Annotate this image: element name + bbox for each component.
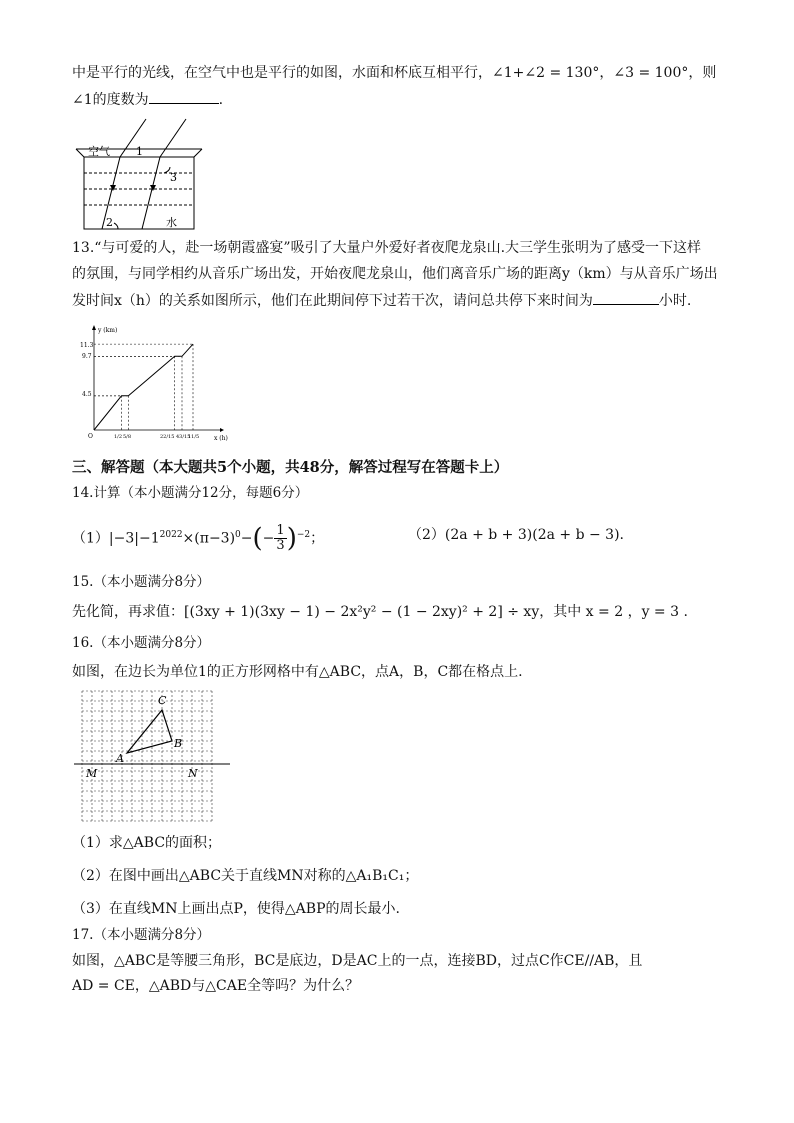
q16-text: 如图，在边长为单位1的正方形网格中有△ABC，点A，B，C都在格点上. xyxy=(72,664,523,680)
angle-2-arc xyxy=(114,223,118,229)
q15-expression: [(3xy + 1)(3xy − 1) − 2x²y² − (1 − 2xy)² + 2] ÷ xy xyxy=(184,604,540,620)
fraction-denominator: 3 xyxy=(276,538,285,554)
q12-line2-text: ∠1的度数为 xyxy=(72,92,149,108)
q16-sub3: （3）在直线MN上画出点P，使得△ABP的周长最小. xyxy=(72,901,400,917)
q14-p1-mid: −1 xyxy=(139,530,160,547)
x-tick-4: 43/15 xyxy=(176,434,191,440)
q14-header: 14.计算（本小题满分12分，每题6分） xyxy=(72,485,309,501)
q14-p1-inner-minus: − xyxy=(262,530,275,547)
label-m: M xyxy=(86,767,98,780)
q14-p1-fraction xyxy=(274,524,286,553)
q17-header: 17.（本小题满分8分） xyxy=(72,927,211,943)
q14-p1-exp: 2022 xyxy=(159,530,183,540)
label-n: N xyxy=(188,767,198,780)
q14-p1-minus: − xyxy=(240,530,253,547)
q14-part2 xyxy=(408,525,624,545)
q15-suffix: ，其中 x = 2 ，y = 3 . xyxy=(539,604,688,620)
x-axis-arrow xyxy=(220,428,224,432)
y-tick-4.5: 4.5 xyxy=(82,391,92,398)
q12-line2 xyxy=(72,89,223,110)
arrow-2 xyxy=(150,185,156,191)
q14-p2-label: （2） xyxy=(408,527,445,543)
q14-p1-outer-exp: −2 xyxy=(296,530,311,540)
q13-line3-text: 发时间x（h）的关系如图所示，他们在此期间停下过若干次，请问总共停下来时间为 xyxy=(72,293,593,309)
q15-body xyxy=(72,602,688,622)
q14-part1 xyxy=(72,512,324,558)
q14-p1-end: ； xyxy=(310,530,325,547)
label-b: B xyxy=(174,737,183,750)
x-tick-5: 11/5 xyxy=(188,434,200,440)
q16-sub1: （1）求△ABC的面积； xyxy=(72,835,222,851)
q14-p1-rparen: ) xyxy=(286,523,297,554)
label-water: 水 xyxy=(166,216,177,229)
q13-distance-chart xyxy=(80,322,230,444)
q12-line1: 中是平行的光线，在空气中也是平行的如图，水面和杯底互相平行，∠1+∠2 = 130°，∠3 = 100°，则 xyxy=(72,65,717,81)
label-a: A xyxy=(116,752,124,765)
q12-line2-end: . xyxy=(218,92,224,108)
q15-header: 15.（本小题满分8分） xyxy=(72,574,211,590)
ray-2-water xyxy=(142,157,160,229)
q17-line1: 如图，△ABC是等腰三角形，BC是底边，D是AC上的一点，连接BD，过点C作CE//AB，且 xyxy=(72,953,643,969)
q17-line2: AD = CE，△ABD与△CAE全等吗？为什么？ xyxy=(72,978,360,994)
label-air: 空气 xyxy=(88,145,110,158)
y-axis-label: y (km) xyxy=(98,327,118,334)
ray-2-air xyxy=(160,119,186,157)
y-tick-11.3: 11.3 xyxy=(80,342,94,349)
q16-grid-figure xyxy=(74,689,234,825)
y-axis-arrow xyxy=(92,325,96,330)
guide-lines xyxy=(94,344,193,430)
section-title: 三、解答题（本大题共5个小题，共48分，解答过程写在答题卡上） xyxy=(72,459,509,476)
label-c: C xyxy=(158,694,167,707)
answer-blank[interactable] xyxy=(149,89,219,104)
q14-p1-lparen: ( xyxy=(252,523,263,554)
answer-blank[interactable] xyxy=(593,290,659,305)
grid-lines xyxy=(82,691,212,821)
x-tick-2: 5/8 xyxy=(123,434,132,440)
q16-sub2: （2）在图中画出△ABC关于直线MN对称的△A₁B₁C₁； xyxy=(72,868,419,884)
distance-line xyxy=(94,344,193,430)
q13-line3 xyxy=(72,290,691,311)
arrow-1 xyxy=(110,185,116,191)
y-tick-9.7: 9.7 xyxy=(82,353,92,360)
q14-p1-times: ×(π−3) xyxy=(182,530,236,547)
q13-line2: 的氛围，与同学相约从音乐广场出发，开始夜爬龙泉山，他们离音乐广场的距离y（km）与从音乐广场出 xyxy=(72,266,718,282)
q14-p1-zero-exp: 0 xyxy=(235,530,241,540)
q14-p2-expr: (2a + b + 3)(2a + b − 3). xyxy=(444,527,624,543)
triangle-abc xyxy=(127,710,172,753)
q15-prefix: 先化简，再求值： xyxy=(72,604,184,620)
q14-p1-abs: |−3| xyxy=(108,530,139,547)
fraction-numerator: 1 xyxy=(276,523,285,539)
x-tick-3: 22/15 xyxy=(160,434,175,440)
q16-header: 16.（本小题满分8分） xyxy=(72,635,211,651)
label-angle-2: 2 xyxy=(106,216,113,229)
q12-light-figure xyxy=(74,117,204,232)
x-tick-1: 1/2 xyxy=(114,434,123,440)
q13-line1: 13.“与可爱的人，赴一场朝霞盛宴”吸引了大量户外爱好者夜爬龙泉山.大三学生张明为了感受一下这样 xyxy=(72,240,702,256)
label-angle-1: 1 xyxy=(136,145,143,158)
origin-label: O xyxy=(88,433,93,440)
q13-line3-end: 小时. xyxy=(658,293,692,309)
q14-p1-label: （1） xyxy=(72,530,109,547)
x-axis-label: x (h) xyxy=(214,435,228,442)
label-angle-3: 3 xyxy=(170,171,177,184)
